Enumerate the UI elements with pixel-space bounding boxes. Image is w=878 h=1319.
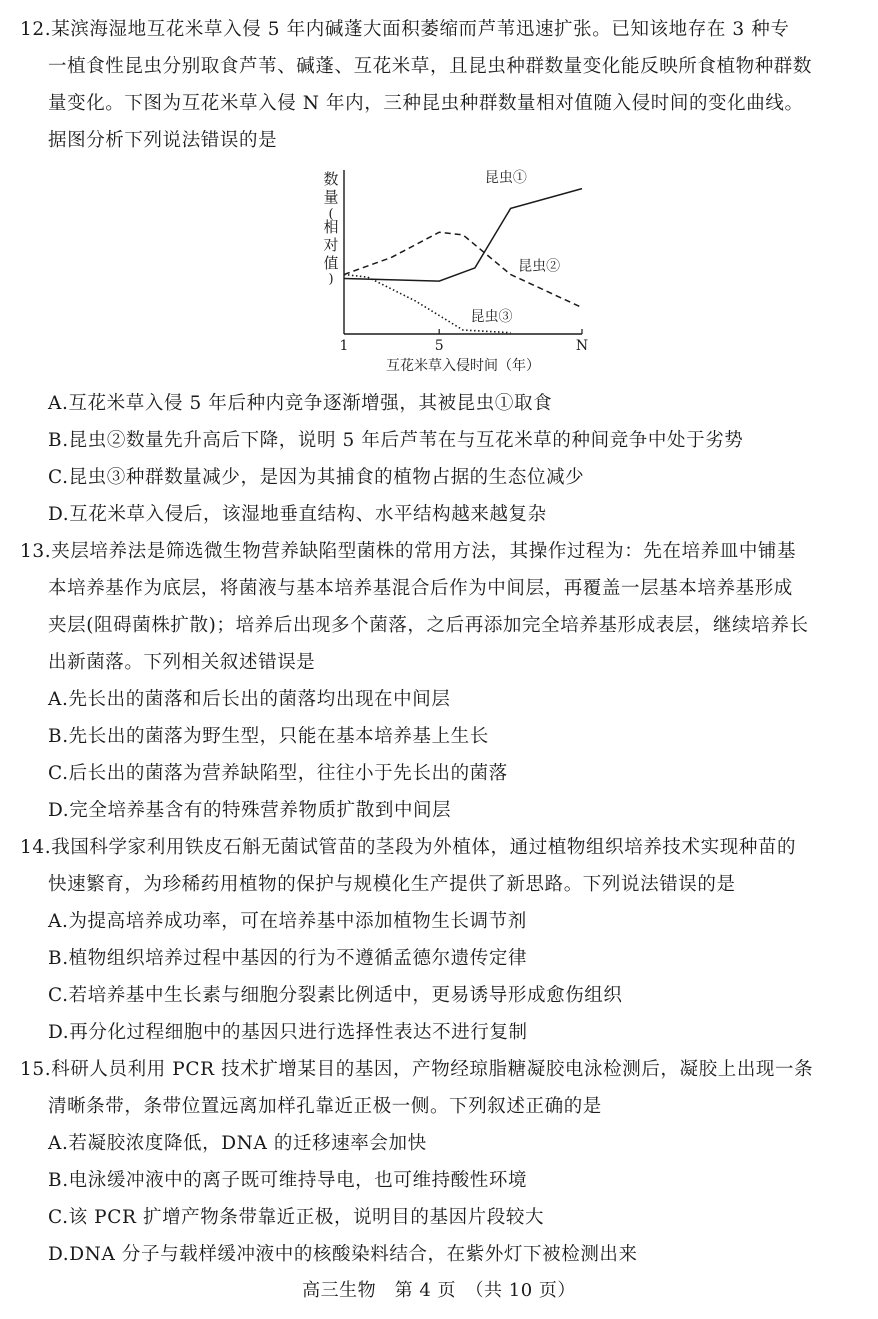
series-label-insect-2: 昆虫② bbox=[518, 258, 561, 275]
y-axis-label bbox=[323, 170, 338, 287]
q12-option-c: C.昆虫③种群数量减少，是因为其捕食的植物占据的生态位减少 bbox=[48, 467, 585, 488]
q12-line-3: 量变化。下图为互花米草入侵 N 年内，三种昆虫种群数量相对值随入侵时间的变化曲线。 bbox=[48, 93, 804, 114]
q12-option-d: D.互花米草入侵后，该湿地垂直结构、水平结构越来越复杂 bbox=[48, 504, 547, 525]
y-label-char: ) bbox=[328, 272, 334, 287]
q14-line-2: 快速繁育，为珍稀药用植物的保护与规模化生产提供了新思路。下列说法错误的是 bbox=[48, 874, 736, 895]
x-axis-label: 互花米草入侵时间（年） bbox=[386, 358, 540, 374]
q13-option-d: D.完全培养基含有的特殊营养物质扩散到中间层 bbox=[48, 800, 452, 821]
chart-axes bbox=[344, 170, 582, 334]
q14-option-c: C.若培养基中生长素与细胞分裂素比例适中，更易诱导形成愈伤组织 bbox=[48, 985, 623, 1006]
q15-line-2: 清晰条带，条带位置远离加样孔靠近正极一侧。下列叙述正确的是 bbox=[48, 1096, 602, 1117]
q12-option-a: A.互花米草入侵 5 年后种内竞争逐渐增强，其被昆虫①取食 bbox=[48, 393, 553, 414]
q12-line-4: 据图分析下列说法错误的是 bbox=[48, 130, 278, 151]
q13-option-a: A.先长出的菌落和后长出的菌落均出现在中间层 bbox=[48, 689, 451, 710]
q14-option-d: D.再分化过程细胞中的基因只进行选择性表达不进行复制 bbox=[48, 1022, 528, 1043]
y-label-char: 相 bbox=[323, 218, 339, 236]
q13-line-3: 夹层(阻碍菌株扩散)；培养后出现多个菌落，之后再添加完全培养基形成表层，继续培养长 bbox=[48, 615, 809, 636]
q12-line-1: 12.某滨海湿地互花米草入侵 5 年内碱蓬大面积萎缩而芦苇迅速扩张。已知该地存在 3 种专 bbox=[20, 19, 790, 40]
page-footer: 高三生物 第 4 页 （共 10 页） bbox=[302, 1280, 576, 1301]
y-label-char: 数 bbox=[323, 170, 339, 188]
q14-option-a: A.为提高培养成功率，可在培养基中添加植物生长调节剂 bbox=[48, 911, 527, 932]
q13-option-b: B.先长出的菌落为野生型，只能在基本培养基上生长 bbox=[48, 726, 489, 747]
q13-line-2: 本培养基作为底层，将菌液与基本培养基混合后作为中间层，再覆盖一层基本培养基形成 bbox=[48, 578, 793, 599]
q13-line-4: 出新菌落。下列相关叙述错误是 bbox=[48, 652, 316, 673]
y-label-char: 值 bbox=[323, 254, 339, 272]
q14-line-1: 14.我国科学家利用铁皮石斛无菌试管苗的茎段为外植体，通过植物组织培养技术实现种苗的 bbox=[20, 837, 797, 858]
series-label-insect-3: 昆虫③ bbox=[470, 308, 513, 325]
x-tick-label: N bbox=[575, 338, 589, 354]
q13-line-1: 13.夹层培养法是筛选微生物营养缺陷型菌株的常用方法，其操作过程为：先在培养皿中铺基 bbox=[20, 541, 797, 562]
q12-line-2: 一植食性昆虫分别取食芦苇、碱蓬、互花米草，且昆虫种群数量变化能反映所食植物种群数 bbox=[48, 56, 813, 77]
series-label-insect-1: 昆虫① bbox=[484, 170, 527, 186]
y-label-char: 对 bbox=[323, 236, 339, 254]
q14-option-b: B.植物组织培养过程中基因的行为不遵循孟德尔遗传定律 bbox=[48, 948, 528, 969]
x-tick-label: 5 bbox=[434, 338, 444, 354]
q12-option-b: B.昆虫②数量先升高后下降，说明 5 年后芦苇在与互花米草的种间竞争中处于劣势 bbox=[48, 430, 744, 451]
q15-option-a: A.若凝胶浓度降低，DNA 的迁移速率会加快 bbox=[48, 1133, 427, 1154]
q15-option-d: D.DNA 分子与载样缓冲液中的核酸染料结合，在紫外灯下被检测出来 bbox=[48, 1244, 638, 1265]
q15-option-b: B.电泳缓冲液中的离子既可维持导电，也可维持酸性环境 bbox=[48, 1170, 528, 1191]
x-tick-label: 1 bbox=[339, 338, 349, 354]
y-label-char: ( bbox=[328, 207, 334, 222]
q15-option-c: C.该 PCR 扩增产物条带靠近正极，说明目的基因片段较大 bbox=[48, 1207, 545, 1228]
insect-population-chart bbox=[318, 164, 600, 378]
q13-option-c: C.后长出的菌落为营养缺陷型，往往小于先长出的菌落 bbox=[48, 763, 508, 784]
y-label-char: 量 bbox=[323, 188, 339, 206]
q15-line-1: 15.科研人员利用 PCR 技术扩增某目的基因，产物经琼脂糖凝胶电泳检测后，凝胶上出现一条 bbox=[20, 1059, 814, 1080]
